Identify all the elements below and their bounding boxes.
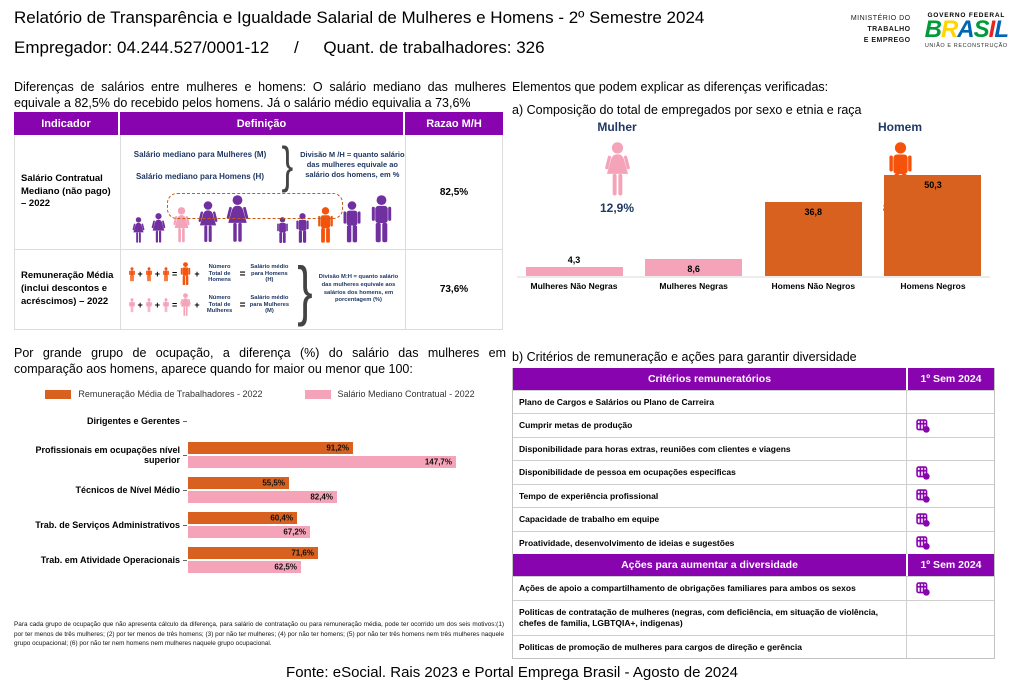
period-header: 1º Sem 2024 <box>906 368 994 390</box>
brasil-letter: B <box>924 16 941 43</box>
criteria-group-header <box>513 368 994 390</box>
median-division-note: Divisão M /H = quanto salário das mulheres equivale ao salário dos homens, em % <box>300 150 405 179</box>
criteria-group-header <box>513 554 994 576</box>
criterion-label: Politicas de contratação de mulheres (negras, com deficiência, em situação de violência, chefes de familia, LGBTQIA+, indigenas) <box>519 606 879 629</box>
legend-item <box>45 389 262 399</box>
legend-swatch <box>45 390 71 399</box>
criterion-status-cell <box>906 508 994 530</box>
ratio-median-value: 82,5% <box>405 135 503 250</box>
plus-sign: + <box>137 300 143 310</box>
criterion-status-cell <box>906 391 994 413</box>
criteria-row <box>513 507 994 530</box>
person-icon <box>179 262 192 286</box>
composition-bar <box>526 267 623 276</box>
group-title: Critérios remuneratórios <box>647 373 772 385</box>
criterion-label: Plano de Cargos e Salários ou Plano de Carreira <box>519 397 715 407</box>
result-label: Salário médio para Homens (H) <box>250 263 289 284</box>
brasil-letter: I <box>988 16 995 43</box>
occupation-footnote: Para cada grupo de ocupação que não apresenta cálculo da diferença, para salário de contratação ou para remuneração média, pode ter ocorrido um dos seis motivos:(1) por ter menos de três mulheres; (2) por ter menos de três homens; (3) por não ter mulheres; (4) por não ter homens; (5) por não ter três homens nem três mulheres naquele grupo ocupacional; (6) por não ter nem homens nem mulheres naquele grupo ocupacional. <box>14 621 504 648</box>
occupation-bar <box>188 477 289 489</box>
occupation-row <box>14 412 506 430</box>
occupation-label: Dirigentes e Gerentes <box>86 415 180 426</box>
occupation-bar <box>188 442 353 454</box>
occupation-row <box>14 442 506 468</box>
criterion-status-cell <box>906 461 994 483</box>
count-label: Número Total de Mulheres <box>206 294 233 315</box>
criterion-label: Disponibilidade de pessoa em ocupações especificas <box>519 467 736 478</box>
period-header: 1º Sem 2024 <box>906 554 994 576</box>
female-share-value: 12,9% <box>599 201 635 215</box>
legend-item <box>305 389 475 399</box>
criterion-label: Cumprir metas de produção <box>519 420 633 431</box>
equals-sign: = <box>239 299 245 311</box>
composition-bar-column <box>761 207 865 276</box>
indicator-table <box>14 112 503 330</box>
bar-value-label: 67,2% <box>283 527 306 537</box>
criterion-label: Tempo de experiência profissional <box>519 490 659 501</box>
bar-value-label: 82,4% <box>310 492 333 502</box>
criterion-status-cell <box>906 485 994 507</box>
criterion-status-cell <box>906 414 994 436</box>
criterion-label: Disponibilidade para horas extras, reuniões com clientes e viagens <box>519 443 791 454</box>
plus-sign: + <box>154 300 161 310</box>
criterion-check-icon <box>916 419 930 433</box>
header-logos <box>851 12 1008 49</box>
salary-gap-intro: Diferenças de salários entre mulheres e homens: O salário mediano das mulheres equivale a 82,5% do recebido pelos homens. Já o salário médio equivalia a 73,6% <box>14 80 506 110</box>
female-person-icon <box>150 213 167 244</box>
person-icon <box>162 267 170 282</box>
occupation-bar <box>188 547 318 559</box>
occupation-bar <box>188 561 301 573</box>
composition-bar-column <box>522 255 626 276</box>
occupation-bar <box>188 456 456 468</box>
brace-shape: } <box>297 252 314 327</box>
occupation-row <box>14 512 506 538</box>
ministry-logo <box>851 14 911 47</box>
median-women-label: Salário mediano para Mulheres (M) <box>133 149 267 159</box>
criterion-check-icon <box>916 536 930 550</box>
workers-count: Quant. de trabalhadores: 326 <box>323 38 545 57</box>
count-label: Número Total de Homens <box>208 263 232 284</box>
col-header-definicao: Definição <box>120 112 405 135</box>
bar-value-label: 71,6% <box>291 548 314 558</box>
criterion-status-cell <box>906 532 994 554</box>
occupation-chart-legend <box>14 389 506 399</box>
occupation-intro: Por grande grupo de ocupação, a diferença (%) do salário das mulheres em comparação aos homens, aparece quando for maior ou menor que 100: <box>14 346 506 376</box>
axis-tick <box>183 490 187 491</box>
criterion-check-icon <box>916 489 930 503</box>
composition-bar <box>884 175 981 276</box>
criteria-row <box>513 460 994 483</box>
col-header-indicador: Indicador <box>14 112 120 135</box>
criteria-row <box>513 635 994 658</box>
occupation-bar <box>188 491 337 503</box>
occupation-bar <box>188 526 310 538</box>
composition-bar-column <box>881 180 985 276</box>
result-label: Salário médio para Mulheres (M) <box>249 294 290 315</box>
person-icon <box>128 267 136 282</box>
ministry-line1: MINISTÉRIO DO <box>850 15 911 23</box>
person-icon <box>179 293 192 317</box>
criterion-label: Politicas de promoção de mulheres para cargos de direção e gerência <box>519 641 802 652</box>
occupation-label: Profissionais em ocupações nível superior <box>35 444 180 465</box>
criterion-status-cell <box>906 438 994 460</box>
female-label: Mulher <box>597 120 637 134</box>
legend-label: Remuneração Média de Trabalhadores - 2022 <box>78 389 263 399</box>
ministry-line2: TRABALHO <box>867 25 911 33</box>
axis-tick <box>183 421 187 422</box>
person-icon <box>145 298 153 313</box>
person-icon <box>128 298 136 313</box>
criteria-row <box>513 390 994 413</box>
indicator-name-median: Salário Contratual Mediano (não pago) – 2022 <box>14 135 120 250</box>
criteria-row <box>513 576 994 599</box>
brasil-letter: S <box>973 16 989 43</box>
group-title: Ações para aumentar a diversidade <box>621 559 798 572</box>
equals-sign: = <box>172 300 178 310</box>
employer-line <box>14 38 545 58</box>
page-title: Relatório de Transparência e Igualdade Salarial de Mulheres e Homens - 2º Semestre 2024 <box>14 8 705 27</box>
plus-sign: + <box>194 300 200 310</box>
ministry-line3: E EMPREGO <box>863 36 911 44</box>
brasil-logo <box>924 16 1008 43</box>
person-icon <box>145 267 153 282</box>
occupation-label: Trab. de Serviços Administrativos <box>35 519 180 530</box>
category-label: Homens Não Negros <box>771 281 856 291</box>
brasil-letter: R <box>940 16 958 43</box>
median-highlight-box <box>167 193 343 219</box>
criterion-check-icon <box>916 582 930 596</box>
criterion-status-cell <box>906 577 994 599</box>
occupation-label: Técnicos de Nível Médio <box>75 484 180 495</box>
definition-median-cell <box>120 135 405 250</box>
gov-logo-top: GOVERNO FEDERAL <box>927 12 1006 19</box>
criterion-status-cell <box>906 601 994 635</box>
occupation-label: Trab. em Atividade Operacionais <box>40 554 180 565</box>
bar-value-label: 55,5% <box>262 478 285 488</box>
employer-id: Empregador: 04.244.527/0001-12 <box>14 38 270 57</box>
criterion-label: Proatividade, desenvolvimento de ideias e sugestões <box>519 537 735 548</box>
ratio-mean-value: 73,6% <box>405 250 503 330</box>
occupation-bar-chart <box>14 412 506 582</box>
criteria-row <box>513 531 994 554</box>
bar-value-label: 8,6 <box>687 264 700 274</box>
category-label: Mulheres Negras <box>659 281 728 291</box>
brasil-letter: A <box>957 16 974 43</box>
source-footer: Fonte: eSocial. Rais 2023 e Portal Emprega Brasil - Agosto de 2024 <box>286 664 738 681</box>
gov-logo-bottom: UNIÃO E RECONSTRUÇÃO <box>924 42 1008 49</box>
equals-sign: = <box>172 269 178 279</box>
male-person-icon <box>340 201 364 244</box>
criterion-label: Ações de apoio a compartilhamento de obrigações familiares para ambos os sexos <box>519 583 856 594</box>
bar-value-label: 60,4% <box>270 513 293 523</box>
axis-tick <box>183 560 187 561</box>
criteria-row <box>513 600 994 635</box>
category-label: Homens Negros <box>900 281 966 291</box>
category-label: Mulheres Não Negras <box>530 281 618 291</box>
criterion-check-icon <box>916 466 930 480</box>
criteria-row <box>513 413 994 436</box>
composition-subheading: a) Composição do total de empregados por sexo e etnia e raça <box>512 103 862 117</box>
occupation-bar <box>188 512 297 524</box>
male-person-icon <box>275 217 290 244</box>
bar-value-label: 36,8 <box>804 207 823 217</box>
indicator-name-mean: Remuneração Média (inclui descontos e acréscimos) – 2022 <box>14 250 120 330</box>
composition-bar-column <box>642 264 746 276</box>
criterion-check-icon <box>916 513 930 527</box>
bar-value-label: 4,3 <box>567 255 581 265</box>
person-icon <box>162 298 170 313</box>
male-label: Homem <box>877 120 922 134</box>
bar-value-label: 147,7% <box>424 457 452 467</box>
mean-division-note: Divisão M:H = quanto salário das mulheres equivale aos salários dos homens, em porcentagem (%) <box>318 273 399 304</box>
plus-sign: + <box>137 269 143 279</box>
equals-sign: = <box>239 268 245 280</box>
male-person-icon <box>368 195 395 244</box>
brasil-letter: L <box>994 16 1008 43</box>
legend-swatch <box>305 390 331 399</box>
separator: / <box>293 38 299 57</box>
criteria-row <box>513 437 994 460</box>
bar-value-label: 62,5% <box>274 562 297 572</box>
legend-label: Salário Mediano Contratual - 2022 <box>337 389 475 399</box>
median-men-label: Salário mediano para Homens (H) <box>135 171 264 181</box>
composition-bar-chart <box>517 166 990 291</box>
axis-tick <box>183 455 187 456</box>
axis-tick <box>183 525 187 526</box>
bar-value-label: 91,2% <box>326 443 349 453</box>
average-salary-equation <box>128 262 293 286</box>
plus-sign: + <box>194 269 200 279</box>
elements-heading: Elementos que podem explicar as diferenças verificadas: <box>512 80 829 94</box>
criteria-table <box>512 368 995 659</box>
criteria-row <box>513 484 994 507</box>
criterion-label: Capacidade de trabalho em equipe <box>519 514 660 525</box>
plus-sign: + <box>154 269 161 279</box>
population-pictogram <box>121 192 405 244</box>
average-salary-equation <box>128 293 293 317</box>
occupation-row <box>14 477 506 503</box>
female-person-icon <box>131 217 146 244</box>
occupation-row <box>14 547 506 573</box>
governo-federal-logo <box>925 12 1008 49</box>
bar-value-label: 50,3 <box>924 180 942 190</box>
criterion-status-cell <box>906 636 994 658</box>
col-header-razao: Razao M/H <box>405 112 503 135</box>
brace-shape: } <box>281 137 294 193</box>
definition-mean-cell <box>120 250 405 330</box>
criteria-heading: b) Critérios de remuneração e ações para garantir diversidade <box>512 350 857 364</box>
